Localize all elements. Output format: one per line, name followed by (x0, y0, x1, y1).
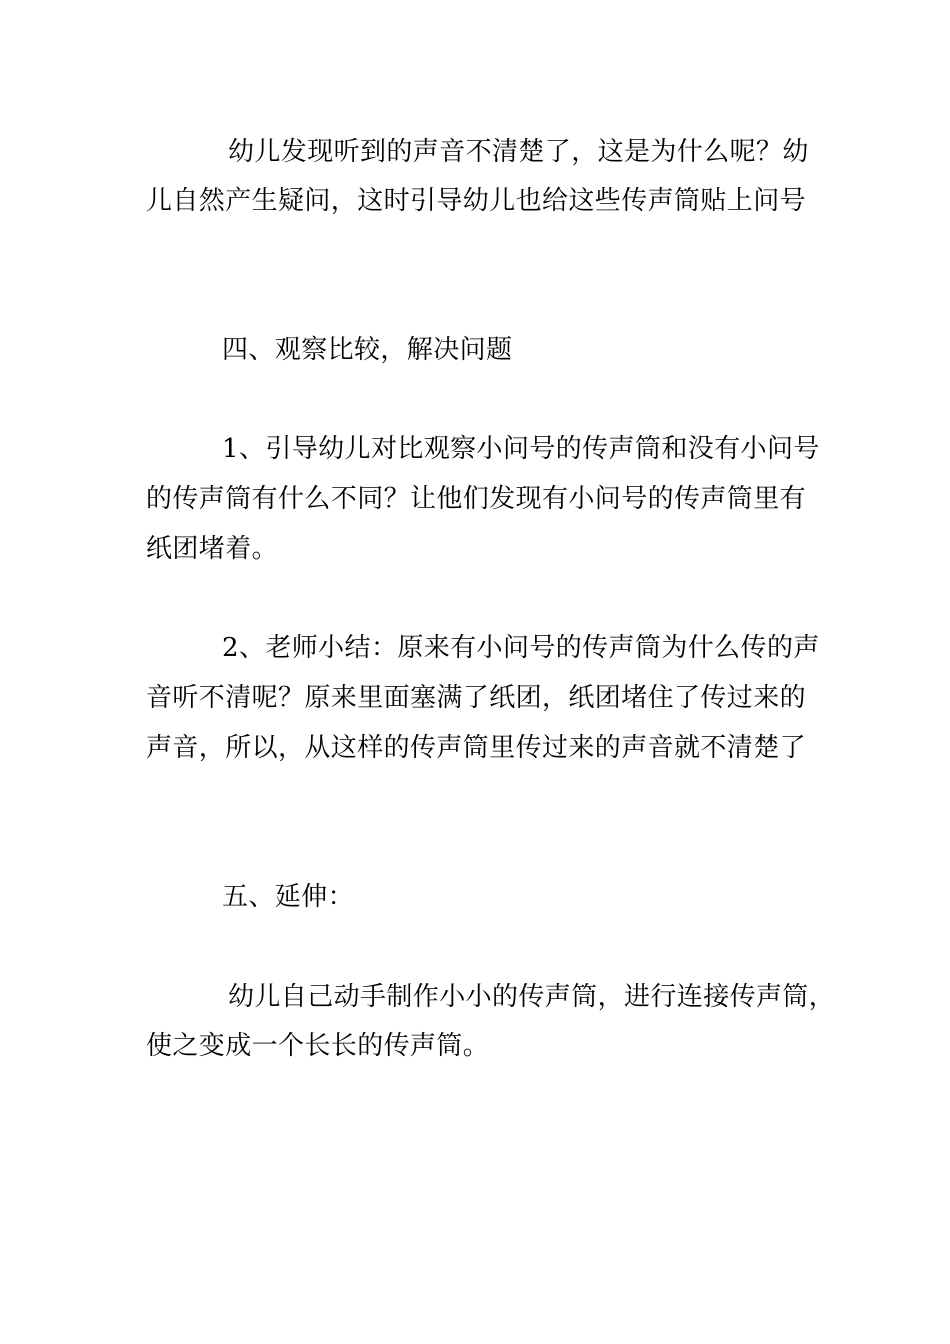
paragraph-4-line-1: 幼儿自己动手制作小小的传声筒，进行连接传声筒， (228, 982, 836, 1012)
section-heading-5: 五、延伸： (222, 882, 355, 912)
paragraph-2-line-1: 1、引导幼儿对比观察小问号的传声筒和没有小问号 (222, 434, 820, 464)
paragraph-2-line-2: 的传声筒有什么不同？让他们发现有小问号的传声筒里有 (146, 484, 807, 514)
paragraph-1-line-1: 幼儿发现听到的声音不清楚了，这是为什么呢？幼 (228, 137, 809, 167)
paragraph-3-line-1: 2、老师小结：原来有小问号的传声筒为什么传的声 (222, 633, 820, 663)
section-heading-4: 四、观察比较，解决问题 (222, 335, 513, 365)
paragraph-4-line-2: 使之变成一个长长的传声筒。 (146, 1031, 490, 1061)
paragraph-1-line-2: 儿自然产生疑问，这时引导幼儿也给这些传声筒贴上问号 (146, 186, 807, 216)
paragraph-3-line-3: 声音，所以，从这样的传声筒里传过来的声音就不清楚了 (146, 733, 807, 763)
paragraph-3-line-2: 音听不清呢？原来里面塞满了纸团，纸团堵住了传过来的 (146, 683, 807, 713)
paragraph-2-line-3: 纸团堵着。 (146, 534, 279, 564)
